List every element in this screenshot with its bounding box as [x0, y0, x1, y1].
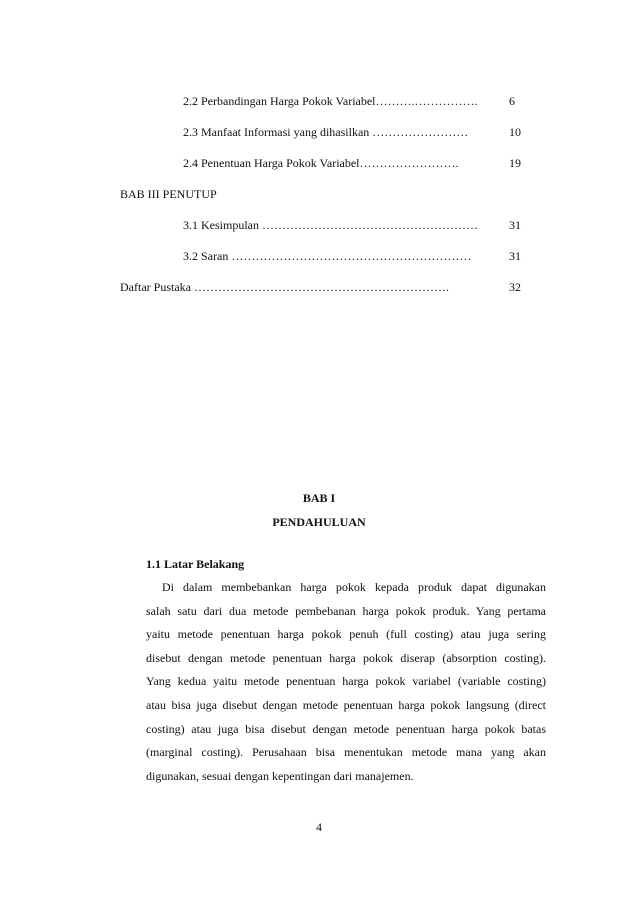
- toc-page-number: 32: [509, 280, 521, 294]
- toc-page-number: 6: [509, 94, 515, 108]
- toc-page-number: 10: [509, 125, 521, 139]
- toc-page-number: 31: [509, 218, 521, 232]
- paragraph-line: yaitu metode penentuan harga pokok penuh (full costing) atau juga sering: [146, 627, 546, 642]
- paragraph-line: (marginal costing). Perusahaan bisa menentukan metode mana yang akan: [146, 745, 546, 760]
- paragraph-line: Yang kedua yaitu metode penentuan harga pokok variabel (variable costing): [146, 674, 546, 689]
- page-number: 4: [316, 820, 322, 834]
- paragraph-line: Di dalam membebankan harga pokok kepada produk dapat digunakan: [162, 580, 546, 594]
- paragraph-line: salah satu dari dua metode pembebanan harga pokok produk. Yang pertama: [146, 603, 546, 618]
- chapter-number: BAB I: [302, 491, 336, 505]
- toc-entry-text: 3.1 Kesimpulan ………………………………………………: [183, 218, 478, 232]
- toc-entry-text: 2.4 Penentuan Harga Pokok Variabel…………………….: [183, 156, 459, 170]
- chapter-title: PENDAHULUAN: [272, 515, 366, 529]
- paragraph-line: costing) atau juga bisa disebut dengan metode penentuan harga pokok batas: [146, 721, 546, 736]
- toc-entry-text: 2.3 Manfaat Informasi yang dihasilkan ……………………: [183, 125, 469, 139]
- body-paragraph: [146, 580, 546, 792]
- toc-entry-text: 2.2 Perbandingan Harga Pokok Variabel……….…………….: [183, 94, 478, 108]
- paragraph-line: digunakan, sesuai dengan kepentingan dari manajemen.: [146, 768, 414, 783]
- toc-page-number: 31: [509, 249, 521, 263]
- section-title: 1.1 Latar Belakang: [146, 557, 245, 571]
- toc-entry-text: BAB III PENUTUP: [120, 187, 217, 201]
- paragraph-line: disebut dengan metode penentuan harga pokok diserap (absorption costing).: [146, 650, 546, 665]
- paragraph-line: atau bisa juga disebut dengan metode penentuan harga pokok langsung (direct: [146, 697, 546, 712]
- toc-page-number: 19: [509, 156, 521, 170]
- toc-entry-text: 3.2 Saran ……………………………………………………: [183, 249, 472, 263]
- toc-entry-text: Daftar Pustaka ……………………………………………………….: [120, 280, 449, 294]
